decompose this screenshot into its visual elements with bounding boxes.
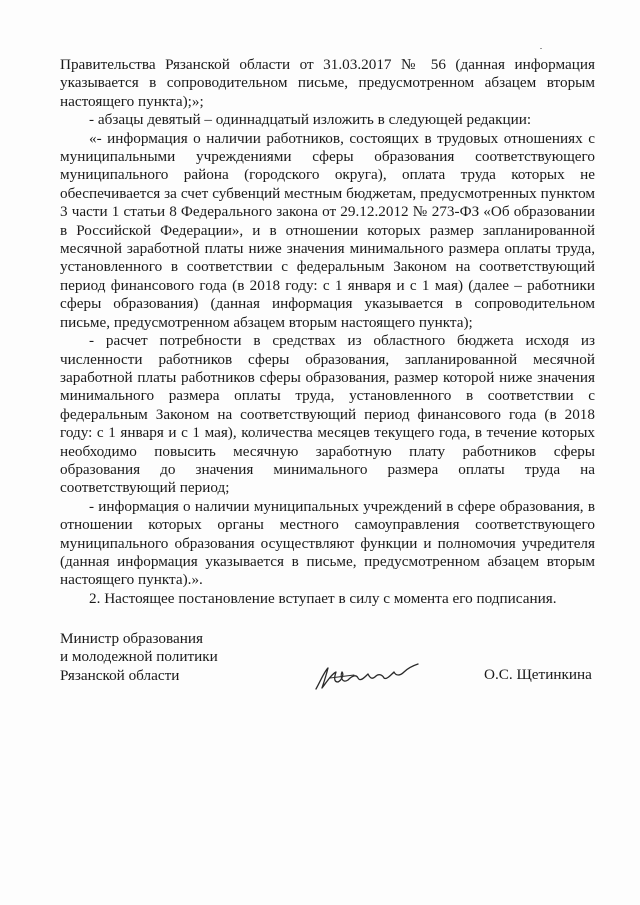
document-body [60, 56, 595, 608]
signatory-title [60, 630, 218, 685]
paragraph-3: «- информация о наличии работников, состоящих в трудовых отношениях с муниципальными учреждениями сферы образования соответствующего муниципального района (городского округа), оплата труда которых не обеспечивается за счет субвенций местным бюджетам, предусмотренных пунктом 3 части 1 статьи 8 Федерального закона от 29.12.2012 № 273-ФЗ «Об образовании в Российской Федерации», и в отношении которых размер запланированной месячной заработной платы ниже значения минимального размера оплаты труда, установленного в соответствии с федеральным Законом на соответствующий период финансового года (в 2018 году: с 1 января и с 1 мая) (далее – работники сферы образования) (данная информация указывается в сопроводительном письме, предусмотренном абзацем вторым настоящего пункта); [60, 129, 595, 331]
scan-speck [540, 48, 542, 49]
paragraph-4: - расчет потребности в средствах из областного бюджета исходя из численности работников сферы образования, запланированной месячной заработной платы работников сферы образования, размер которой ниже значения минимального размера оплаты труда, установленного в соответствии с федеральным Законом на соответствующий период финансового года (в 2018 году: с 1 января и с 1 мая), количества месяцев текущего года, в течение которых необходимо повысить месячную заработную плату работников сферы образования до значения минимального размера оплаты труда на соответствующий период; [60, 332, 595, 497]
signatory-title-line-3: Рязанской области [60, 666, 180, 684]
paragraph-2: - абзацы девятый – одиннадцатый изложить в следующей редакции: [89, 111, 532, 129]
paragraph-6: 2. Настоящее постановление вступает в силу с момента его подписания. [89, 589, 557, 607]
signatory-title-line-1: Министр образования [60, 630, 203, 647]
paragraph-5: - информация о наличии муниципальных учреждений в сфере образования, в отношении которых органы местного самоуправления соответствующего муниципального образования осуществляют функции и полномочия учредителя (данная информация указывается в письме, предусмотренном абзацем вторым настоящего пункта).». [60, 497, 595, 589]
paragraph-1: Правительства Рязанской области от 31.03.2017 № 56 (данная информация указывается в сопроводительном письме, предусмотренном абзацем вторым настоящего пункта);»; [60, 56, 595, 110]
handwritten-signature [312, 660, 422, 692]
signatory-title-line-2: и молодежной политики [60, 648, 218, 666]
signer-name: О.С. Щетинкина [484, 666, 592, 683]
